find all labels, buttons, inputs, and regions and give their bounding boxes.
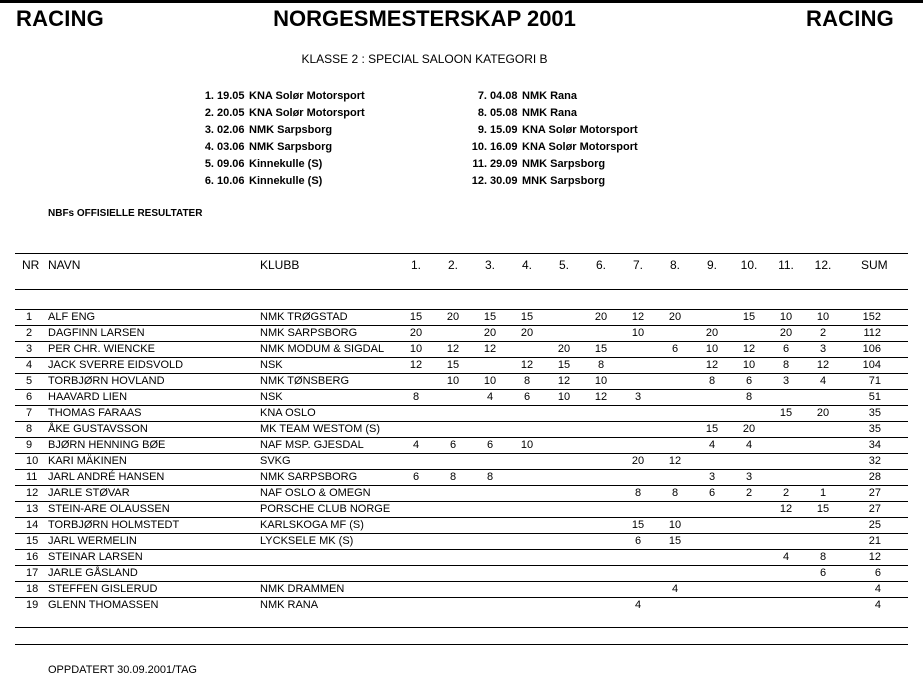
round-number: 7. bbox=[477, 90, 487, 102]
row-rule bbox=[15, 421, 908, 422]
round-number: 10. bbox=[471, 141, 487, 153]
schedule-entry bbox=[469, 156, 638, 173]
page-title bbox=[0, 6, 923, 32]
cell-round-12: 6 bbox=[819, 567, 827, 579]
cell-round-10: 15 bbox=[742, 311, 756, 323]
cell-nr: 3 bbox=[26, 343, 33, 355]
schedule-entry bbox=[198, 156, 365, 173]
cell-round-11: 10 bbox=[779, 311, 793, 323]
cell-sum: 35 bbox=[868, 407, 881, 419]
cell-club: NAF MSP. GJESDAL bbox=[260, 439, 364, 451]
cell-round-9: 3 bbox=[708, 471, 716, 483]
cell-round-6: 8 bbox=[597, 359, 605, 371]
cell-round-7: 15 bbox=[631, 519, 645, 531]
cell-nr: 9 bbox=[26, 439, 33, 451]
header-round-4: 4. bbox=[521, 258, 532, 272]
header-round-3: 3. bbox=[484, 258, 495, 272]
cell-round-11: 4 bbox=[782, 551, 790, 563]
schedule-right bbox=[469, 88, 638, 190]
cell-round-9: 20 bbox=[705, 327, 719, 339]
row-rule bbox=[15, 309, 908, 310]
cell-club: NAF OSLO & OMEGN bbox=[260, 487, 371, 499]
round-venue: NMK Sarpsborg bbox=[249, 124, 333, 136]
cell-name: BJØRN HENNING BØE bbox=[48, 439, 166, 451]
row-rule bbox=[15, 517, 908, 518]
racing-label-left: RACING bbox=[16, 6, 104, 31]
cell-round-10: 8 bbox=[745, 391, 753, 403]
racing-label-right: RACING bbox=[806, 6, 894, 31]
round-number: 3. bbox=[204, 124, 214, 136]
cell-sum: 25 bbox=[868, 519, 881, 531]
round-venue: Kinnekulle (S) bbox=[249, 175, 323, 187]
cell-round-12: 10 bbox=[816, 311, 830, 323]
cell-sum: 112 bbox=[863, 327, 881, 339]
cell-name: PER CHR. WIENCKE bbox=[48, 343, 155, 355]
cell-round-10: 2 bbox=[745, 487, 753, 499]
cell-name: JARL ANDRÉ HANSEN bbox=[48, 471, 165, 483]
cell-round-8: 15 bbox=[668, 535, 682, 547]
cell-nr: 6 bbox=[26, 391, 33, 403]
cell-sum: 28 bbox=[868, 471, 881, 483]
cell-round-11: 6 bbox=[782, 343, 790, 355]
cell-round-9: 12 bbox=[705, 359, 719, 371]
cell-round-9: 8 bbox=[708, 375, 716, 387]
cell-name: GLENN THOMASSEN bbox=[48, 599, 159, 611]
cell-club: NSK bbox=[260, 391, 283, 403]
round-venue: KNA Solør Motorsport bbox=[522, 124, 638, 136]
cell-sum: 104 bbox=[862, 359, 881, 371]
cell-nr: 18 bbox=[26, 583, 39, 595]
cell-name: HAAVARD LIEN bbox=[48, 391, 128, 403]
cell-round-6: 10 bbox=[594, 375, 608, 387]
cell-club: KARLSKOGA MF (S) bbox=[260, 519, 364, 531]
cell-club: MK TEAM WESTOM (S) bbox=[260, 423, 380, 435]
cell-round-7: 6 bbox=[634, 535, 642, 547]
cell-name: STEINAR LARSEN bbox=[48, 551, 143, 563]
cell-club: NMK RANA bbox=[260, 599, 319, 611]
header-round-1: 1. bbox=[410, 258, 421, 272]
cell-club: NMK DRAMMEN bbox=[260, 583, 345, 595]
cell-round-12: 8 bbox=[819, 551, 827, 563]
schedule-entry bbox=[198, 105, 365, 122]
row-rule bbox=[15, 565, 908, 566]
cell-round-12: 4 bbox=[819, 375, 827, 387]
cell-round-6: 12 bbox=[594, 391, 608, 403]
table-row bbox=[0, 599, 923, 615]
cell-name: JARLE GÅSLAND bbox=[48, 567, 138, 579]
round-number: 6. bbox=[204, 175, 214, 187]
table-end-rule bbox=[15, 644, 908, 645]
cell-round-1: 10 bbox=[409, 343, 423, 355]
row-rule bbox=[15, 533, 908, 534]
cell-round-8: 10 bbox=[668, 519, 682, 531]
cell-club: KNA OSLO bbox=[260, 407, 316, 419]
table-bottom-rule bbox=[15, 627, 908, 628]
cell-sum: 34 bbox=[868, 439, 881, 451]
round-date: 29.09 bbox=[490, 158, 518, 170]
row-rule bbox=[15, 325, 908, 326]
cell-round-10: 3 bbox=[745, 471, 753, 483]
round-number: 2. bbox=[204, 107, 214, 119]
row-rule bbox=[15, 357, 908, 358]
cell-round-7: 10 bbox=[631, 327, 645, 339]
cell-round-3: 6 bbox=[486, 439, 494, 451]
cell-nr: 16 bbox=[26, 551, 39, 563]
cell-round-1: 15 bbox=[409, 311, 423, 323]
cell-round-3: 12 bbox=[483, 343, 497, 355]
cell-round-2: 8 bbox=[449, 471, 457, 483]
round-venue: KNA Solør Motorsport bbox=[249, 90, 365, 102]
cell-name: DAGFINN LARSEN bbox=[48, 327, 145, 339]
cell-round-5: 20 bbox=[557, 343, 571, 355]
cell-name: KARI MÄKINEN bbox=[48, 455, 127, 467]
cell-round-2: 20 bbox=[446, 311, 460, 323]
cell-round-4: 6 bbox=[523, 391, 531, 403]
header-round-2: 2. bbox=[447, 258, 458, 272]
cell-round-12: 15 bbox=[816, 503, 830, 515]
cell-round-12: 12 bbox=[816, 359, 830, 371]
cell-round-9: 6 bbox=[708, 487, 716, 499]
cell-club: NMK SARPSBORG bbox=[260, 327, 358, 339]
row-rule bbox=[15, 501, 908, 502]
cell-sum: 32 bbox=[868, 455, 881, 467]
page-title-text: NORGESMESTERSKAP 2001 bbox=[273, 6, 576, 31]
cell-round-3: 15 bbox=[483, 311, 497, 323]
cell-club: NMK TØNSBERG bbox=[260, 375, 350, 387]
row-rule bbox=[15, 485, 908, 486]
cell-round-2: 6 bbox=[449, 439, 457, 451]
round-date: 02.06 bbox=[217, 124, 245, 136]
cell-round-1: 8 bbox=[412, 391, 420, 403]
cell-round-12: 20 bbox=[816, 407, 830, 419]
cell-sum: 21 bbox=[868, 535, 881, 547]
round-number: 1. bbox=[204, 90, 214, 102]
round-date: 04.08 bbox=[490, 90, 518, 102]
cell-round-2: 15 bbox=[446, 359, 460, 371]
cell-round-7: 12 bbox=[631, 311, 645, 323]
cell-round-10: 20 bbox=[742, 423, 756, 435]
cell-round-7: 4 bbox=[634, 599, 642, 611]
cell-club: NMK TRØGSTAD bbox=[260, 311, 348, 323]
round-date: 20.05 bbox=[217, 107, 245, 119]
header-round-6: 6. bbox=[595, 258, 606, 272]
cell-round-5: 12 bbox=[557, 375, 571, 387]
cell-nr: 17 bbox=[26, 567, 39, 579]
header-bottom-rule bbox=[15, 289, 908, 290]
cell-sum: 4 bbox=[874, 599, 881, 611]
round-number: 9. bbox=[477, 124, 487, 136]
round-venue: KNA Solør Motorsport bbox=[249, 107, 365, 119]
cell-round-3: 4 bbox=[486, 391, 494, 403]
cell-round-6: 20 bbox=[594, 311, 608, 323]
cell-round-6: 15 bbox=[594, 343, 608, 355]
cell-name: STEIN-ARE OLAUSSEN bbox=[48, 503, 170, 515]
cell-club: NMK MODUM & SIGDAL bbox=[260, 343, 385, 355]
row-rule bbox=[15, 549, 908, 550]
header-round-12: 12. bbox=[814, 258, 832, 272]
cell-round-12: 3 bbox=[819, 343, 827, 355]
round-venue: KNA Solør Motorsport bbox=[522, 141, 638, 153]
round-number: 12. bbox=[471, 175, 487, 187]
cell-round-2: 10 bbox=[446, 375, 460, 387]
cell-round-3: 8 bbox=[486, 471, 494, 483]
cell-nr: 12 bbox=[26, 487, 39, 499]
cell-name: ÅKE GUSTAVSSON bbox=[48, 423, 148, 435]
header-round-5: 5. bbox=[558, 258, 569, 272]
cell-name: JARLE STØVAR bbox=[48, 487, 130, 499]
top-rule bbox=[0, 0, 923, 3]
cell-round-10: 4 bbox=[745, 439, 753, 451]
cell-round-12: 1 bbox=[819, 487, 827, 499]
cell-round-7: 8 bbox=[634, 487, 642, 499]
round-venue: NMK Rana bbox=[522, 90, 578, 102]
cell-nr: 15 bbox=[26, 535, 39, 547]
cell-nr: 5 bbox=[26, 375, 33, 387]
cell-sum: 51 bbox=[868, 391, 881, 403]
cell-round-4: 10 bbox=[520, 439, 534, 451]
cell-round-4: 15 bbox=[520, 311, 534, 323]
cell-round-10: 12 bbox=[742, 343, 756, 355]
row-rule bbox=[15, 389, 908, 390]
cell-nr: 7 bbox=[26, 407, 33, 419]
row-rule bbox=[15, 373, 908, 374]
schedule-entry bbox=[198, 122, 365, 139]
row-rule bbox=[15, 597, 908, 598]
cell-round-3: 10 bbox=[483, 375, 497, 387]
cell-round-9: 10 bbox=[705, 343, 719, 355]
cell-name: THOMAS FARAAS bbox=[48, 407, 142, 419]
cell-sum: 4 bbox=[874, 583, 881, 595]
cell-nr: 19 bbox=[26, 599, 39, 611]
round-venue: MNK Sarpsborg bbox=[522, 175, 606, 187]
cell-nr: 2 bbox=[26, 327, 33, 339]
cell-round-8: 6 bbox=[671, 343, 679, 355]
cell-round-9: 4 bbox=[708, 439, 716, 451]
cell-name: STEFFEN GISLERUD bbox=[48, 583, 158, 595]
table-top-rule bbox=[15, 253, 908, 254]
class-subtitle-text: KLASSE 2 : SPECIAL SALOON KATEGORI B bbox=[301, 52, 548, 66]
cell-sum: 6 bbox=[874, 567, 881, 579]
schedule-entry bbox=[469, 105, 638, 122]
round-number: 8. bbox=[477, 107, 487, 119]
cell-round-12: 2 bbox=[819, 327, 827, 339]
cell-round-7: 3 bbox=[634, 391, 642, 403]
round-date: 30.09 bbox=[490, 175, 518, 187]
cell-nr: 4 bbox=[26, 359, 33, 371]
cell-sum: 35 bbox=[868, 423, 881, 435]
cell-name: JACK SVERRE EIDSVOLD bbox=[48, 359, 184, 371]
class-subtitle bbox=[0, 52, 923, 66]
cell-club: SVKG bbox=[260, 455, 291, 467]
header-round-11: 11. bbox=[778, 258, 794, 272]
cell-club: NMK SARPSBORG bbox=[260, 471, 358, 483]
header-round-8: 8. bbox=[669, 258, 680, 272]
schedule-entry bbox=[198, 88, 365, 105]
round-venue: NMK Sarpsborg bbox=[522, 158, 606, 170]
results-label: NBFs OFFISIELLE RESULTATER bbox=[48, 208, 203, 219]
cell-round-11: 3 bbox=[782, 375, 790, 387]
cell-sum: 27 bbox=[868, 487, 881, 499]
header-sum: SUM bbox=[861, 258, 888, 272]
round-number: 11. bbox=[472, 158, 487, 170]
cell-round-5: 10 bbox=[557, 391, 571, 403]
cell-name: TORBJØRN HOVLAND bbox=[48, 375, 165, 387]
cell-round-11: 15 bbox=[779, 407, 793, 419]
row-rule bbox=[15, 341, 908, 342]
round-number: 4. bbox=[204, 141, 214, 153]
row-rule bbox=[15, 469, 908, 470]
cell-round-11: 12 bbox=[779, 503, 793, 515]
round-venue: NMK Sarpsborg bbox=[249, 141, 333, 153]
cell-sum: 71 bbox=[868, 375, 881, 387]
cell-round-1: 4 bbox=[412, 439, 420, 451]
round-venue: Kinnekulle (S) bbox=[249, 158, 323, 170]
cell-round-8: 4 bbox=[671, 583, 679, 595]
cell-round-5: 15 bbox=[557, 359, 571, 371]
round-date: 10.06 bbox=[217, 175, 245, 187]
cell-name: JARL WERMELIN bbox=[48, 535, 137, 547]
cell-round-2: 12 bbox=[446, 343, 460, 355]
round-number: 5. bbox=[204, 158, 214, 170]
schedule-entry bbox=[198, 173, 365, 190]
header-nr: NR bbox=[22, 258, 40, 272]
cell-round-4: 12 bbox=[520, 359, 534, 371]
cell-nr: 10 bbox=[26, 455, 39, 467]
cell-name: ALF ENG bbox=[48, 311, 96, 323]
row-rule bbox=[15, 581, 908, 582]
cell-round-8: 20 bbox=[668, 311, 682, 323]
schedule-left bbox=[198, 88, 365, 190]
cell-round-9: 15 bbox=[705, 423, 719, 435]
round-venue: NMK Rana bbox=[522, 107, 578, 119]
cell-club: LYCKSELE MK (S) bbox=[260, 535, 354, 547]
cell-round-1: 6 bbox=[412, 471, 420, 483]
cell-nr: 8 bbox=[26, 423, 33, 435]
cell-round-10: 6 bbox=[745, 375, 753, 387]
round-date: 03.06 bbox=[217, 141, 245, 153]
schedule-entry bbox=[469, 122, 638, 139]
cell-club: NSK bbox=[260, 359, 283, 371]
row-rule bbox=[15, 405, 908, 406]
cell-round-3: 20 bbox=[483, 327, 497, 339]
cell-nr: 13 bbox=[26, 503, 39, 515]
cell-round-4: 8 bbox=[523, 375, 531, 387]
round-date: 15.09 bbox=[490, 124, 518, 136]
row-rule bbox=[15, 437, 908, 438]
cell-round-11: 2 bbox=[782, 487, 790, 499]
cell-club: PORSCHE CLUB NORGE bbox=[260, 503, 391, 515]
cell-round-4: 20 bbox=[520, 327, 534, 339]
cell-round-10: 10 bbox=[742, 359, 756, 371]
row-rule bbox=[15, 453, 908, 454]
updated-footer: OPPDATERT 30.09.2001/TAG bbox=[48, 664, 197, 676]
schedule-entry bbox=[469, 88, 638, 105]
header-round-7: 7. bbox=[632, 258, 643, 272]
cell-nr: 11 bbox=[26, 471, 38, 483]
cell-round-7: 20 bbox=[631, 455, 645, 467]
round-date: 05.08 bbox=[490, 107, 518, 119]
cell-sum: 27 bbox=[868, 503, 881, 515]
cell-round-11: 8 bbox=[782, 359, 790, 371]
cell-round-8: 12 bbox=[668, 455, 682, 467]
round-date: 19.05 bbox=[217, 90, 245, 102]
round-date: 09.06 bbox=[217, 158, 245, 170]
header-round-10: 10. bbox=[740, 258, 758, 272]
cell-round-11: 20 bbox=[779, 327, 793, 339]
cell-round-1: 20 bbox=[409, 327, 423, 339]
header-name: NAVN bbox=[48, 258, 81, 272]
cell-nr: 1 bbox=[26, 311, 33, 323]
schedule-entry bbox=[469, 139, 638, 156]
schedule-entry bbox=[198, 139, 365, 156]
round-date: 16.09 bbox=[490, 141, 518, 153]
cell-round-8: 8 bbox=[671, 487, 679, 499]
cell-name: TORBJØRN HOLMSTEDT bbox=[48, 519, 180, 531]
cell-sum: 152 bbox=[862, 311, 881, 323]
cell-round-1: 12 bbox=[409, 359, 423, 371]
schedule-entry bbox=[469, 173, 638, 190]
header-round-9: 9. bbox=[706, 258, 717, 272]
cell-sum: 12 bbox=[868, 551, 881, 563]
cell-nr: 14 bbox=[26, 519, 39, 531]
header-club: KLUBB bbox=[260, 258, 300, 272]
cell-sum: 106 bbox=[862, 343, 881, 355]
table-header bbox=[0, 258, 923, 272]
